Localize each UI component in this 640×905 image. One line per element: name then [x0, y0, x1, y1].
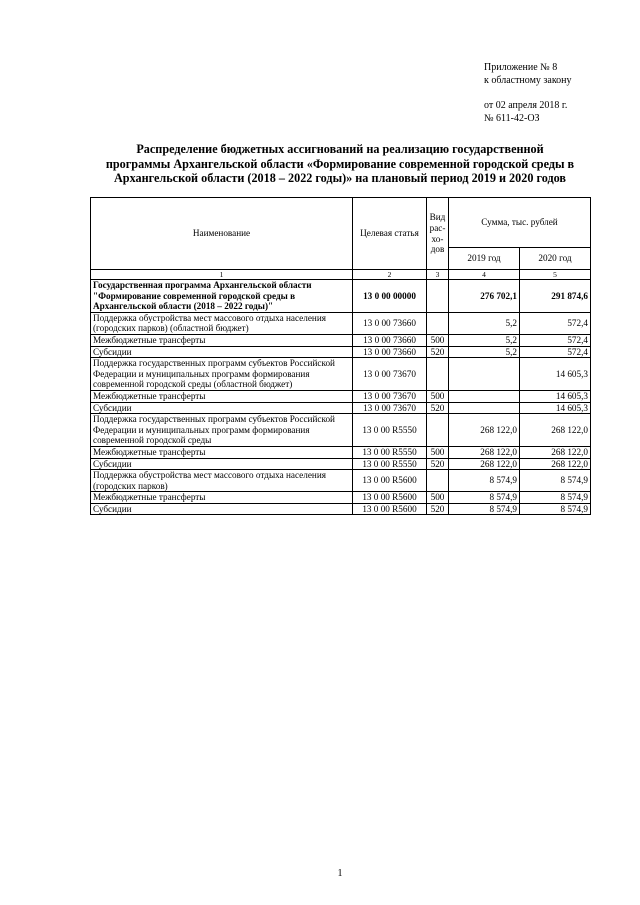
row-2019: 268 122,0 [449, 414, 520, 447]
row-vid [427, 470, 449, 492]
row-2019: 8 574,9 [449, 503, 520, 515]
row-2020: 572,4 [520, 312, 591, 334]
appendix-law-ref: к областному закону [484, 74, 572, 86]
table-row [91, 390, 591, 402]
column-numbers-row [91, 270, 591, 280]
row-name: Субсидии [91, 503, 353, 515]
table-row [91, 458, 591, 470]
row-code: 13 0 00 73670 [353, 358, 427, 391]
row-name: Субсидии [91, 402, 353, 414]
row-vid: 520 [427, 458, 449, 470]
row-vid: 500 [427, 446, 449, 458]
title-line-1: Распределение бюджетных ассигнований на реализацию государственной [136, 142, 544, 156]
header-vid: Вид рас-хо-дов [427, 198, 449, 270]
column-number: 3 [427, 270, 449, 280]
document-title [60, 142, 620, 186]
row-2019: 5,2 [449, 312, 520, 334]
row-name: Межбюджетные трансферты [91, 334, 353, 346]
row-name: Межбюджетные трансферты [91, 446, 353, 458]
row-2019 [449, 390, 520, 402]
row-vid: 500 [427, 390, 449, 402]
column-number: 5 [520, 270, 591, 280]
header-name: Наименование [91, 198, 353, 270]
row-name: Поддержка государственных программ субъектов Российской Федерации и муниципальных программ формирования современной городской среды [91, 414, 353, 447]
row-code: 13 0 00 R5550 [353, 458, 427, 470]
row-vid [427, 414, 449, 447]
row-code: 13 0 00 73660 [353, 334, 427, 346]
appendix-number: Приложение № 8 [484, 62, 558, 73]
row-name: Межбюджетные трансферты [91, 492, 353, 504]
row-name: Субсидии [91, 346, 353, 358]
row-2020: 572,4 [520, 334, 591, 346]
row-2019: 268 122,0 [449, 446, 520, 458]
row-code: 13 0 00 R5600 [353, 492, 427, 504]
row-vid: 520 [427, 402, 449, 414]
column-number: 4 [449, 270, 520, 280]
row-code: 13 0 00 73660 [353, 346, 427, 358]
row-2020: 14 605,3 [520, 358, 591, 391]
row-2019 [449, 402, 520, 414]
row-name: Поддержка государственных программ субъектов Российской Федерации и муниципальных программ формирования современной городской среды (областной бюджет) [91, 358, 353, 391]
appendix-date: от 02 апреля 2018 г. [484, 100, 568, 111]
row-name: Поддержка обустройства мест массового отдыха населения (городских парков) [91, 470, 353, 492]
row-name: Межбюджетные трансферты [91, 390, 353, 402]
row-code: 13 0 00 00000 [353, 280, 427, 313]
row-2020: 14 605,3 [520, 390, 591, 402]
row-2019 [449, 358, 520, 391]
table-row [91, 280, 591, 313]
header-2020: 2020 год [520, 248, 591, 270]
table-row [91, 358, 591, 391]
column-number: 2 [353, 270, 427, 280]
row-2020: 291 874,6 [520, 280, 591, 313]
row-code: 13 0 00 73670 [353, 390, 427, 402]
table-row [91, 446, 591, 458]
row-vid: 500 [427, 492, 449, 504]
row-code: 13 0 00 R5600 [353, 470, 427, 492]
table-row [91, 402, 591, 414]
appendix-law-number: № 611-42-ОЗ [484, 112, 540, 124]
row-2019: 276 702,1 [449, 280, 520, 313]
row-code: 13 0 00 73660 [353, 312, 427, 334]
row-2020: 268 122,0 [520, 414, 591, 447]
row-name: Поддержка обустройства мест массового отдыха населения (городских парков) (областной бюджет) [91, 312, 353, 334]
title-line-3: Архангельской области (2018 – 2022 годы)» на плановый период 2019 и 2020 годов [113, 171, 566, 185]
row-code: 13 0 00 R5550 [353, 414, 427, 447]
appendix-block [484, 62, 572, 125]
row-vid: 520 [427, 346, 449, 358]
title-line-2: программы Архангельской области «Формирование современной городской среды в [105, 156, 575, 171]
row-2020: 268 122,0 [520, 446, 591, 458]
row-name: Государственная программа Архангельской области "Формирование современной городской среды в Архангельской области (2018 – 2022 годы)" [91, 280, 353, 313]
row-2020: 8 574,9 [520, 470, 591, 492]
row-vid: 520 [427, 503, 449, 515]
row-name: Субсидии [91, 458, 353, 470]
table-row [91, 503, 591, 515]
header-code: Целевая статья [353, 198, 427, 270]
row-2020: 8 574,9 [520, 503, 591, 515]
row-code: 13 0 00 73670 [353, 402, 427, 414]
row-2020: 14 605,3 [520, 402, 591, 414]
row-2019: 5,2 [449, 334, 520, 346]
table-row [91, 492, 591, 504]
column-number: 1 [91, 270, 353, 280]
table-row [91, 470, 591, 492]
table-row [91, 312, 591, 334]
row-vid [427, 312, 449, 334]
row-2020: 572,4 [520, 346, 591, 358]
row-2019: 268 122,0 [449, 458, 520, 470]
row-code: 13 0 00 R5550 [353, 446, 427, 458]
row-vid: 500 [427, 334, 449, 346]
row-2019: 8 574,9 [449, 470, 520, 492]
row-2020: 8 574,9 [520, 492, 591, 504]
table-row [91, 414, 591, 447]
row-2020: 268 122,0 [520, 458, 591, 470]
budget-table [90, 197, 591, 515]
row-2019: 5,2 [449, 346, 520, 358]
table-row [91, 346, 591, 358]
row-vid [427, 358, 449, 391]
row-code: 13 0 00 R5600 [353, 503, 427, 515]
page-number: 1 [337, 868, 343, 879]
header-sum: Сумма, тыс. рублей [449, 198, 591, 248]
header-2019: 2019 год [449, 248, 520, 270]
row-2019: 8 574,9 [449, 492, 520, 504]
table-row [91, 334, 591, 346]
row-vid [427, 280, 449, 313]
